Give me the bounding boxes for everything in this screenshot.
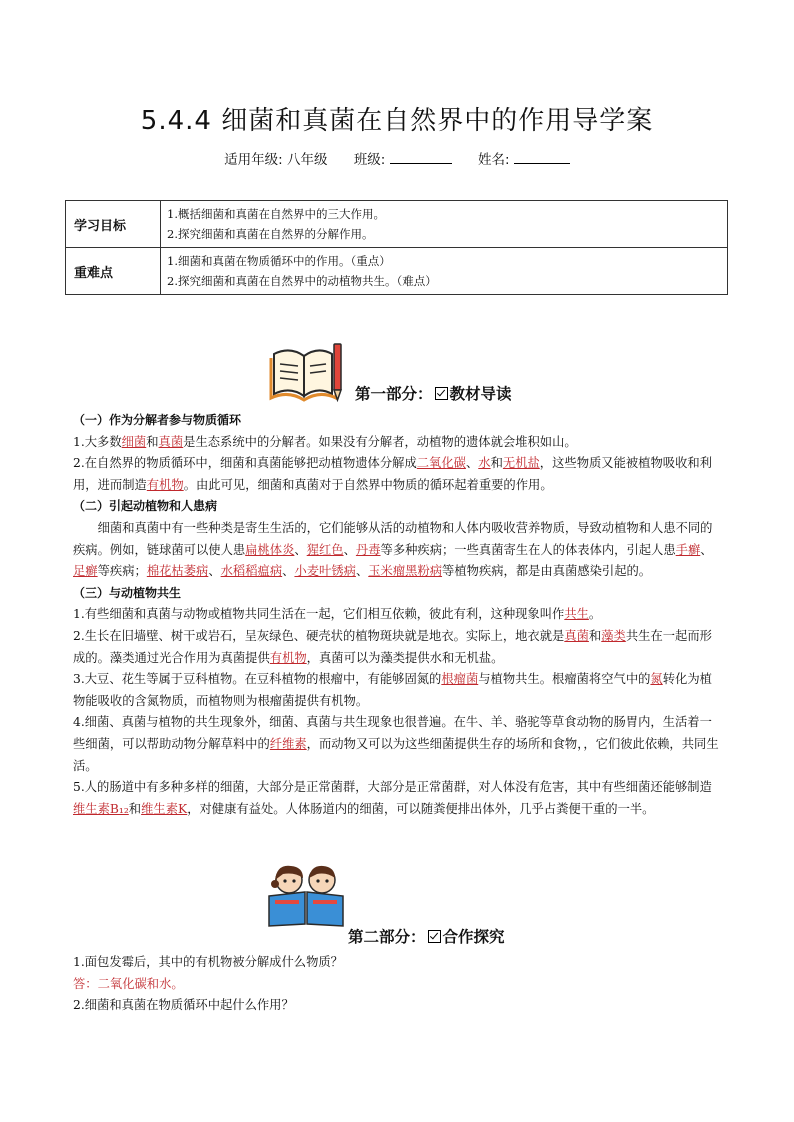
text-run: 细菌和真菌中有一些种类是寄生生活的，它们能够从活的动植物和人体内吸收营养物质，导致动植物和人患不同的疾病。例如，链球菌可以使人患 <box>73 520 713 557</box>
answer: 答：二氧化碳和水。 <box>73 976 184 991</box>
text-run: 、 <box>700 542 713 557</box>
text-run: 、 <box>208 564 221 579</box>
paragraph <box>73 777 723 820</box>
keypoints-line: 1.细菌和真菌在物质循环中的作用。（重点） <box>167 254 391 268</box>
text-run: 1.大多数 <box>73 434 122 449</box>
goals-head: 学习目标 <box>66 201 161 248</box>
section-heading: （一）作为分解者参与物质循环 <box>73 413 242 427</box>
paragraph <box>73 432 723 454</box>
text-run: ，真菌可以为藻类提供水和无机盐。 <box>306 650 504 665</box>
answer-blank: 丹毒 <box>355 542 381 557</box>
answer-blank: 无机盐 <box>502 456 540 471</box>
text-run: 和 <box>490 456 503 471</box>
page-title: 5.4.4 细菌和真菌在自然界中的作用导学案 <box>140 106 654 136</box>
text-run: ，这些物质又能被植物吸收和利用，进而制造 <box>73 456 712 492</box>
subtitle <box>0 148 794 168</box>
class-blank[interactable] <box>390 151 452 164</box>
paragraph <box>73 669 723 712</box>
text-run: 2.生长在旧墙壁、树干或岩石，呈灰绿色、硬壳状的植物斑块就是地衣。实际上，地衣就是 <box>73 628 565 643</box>
answer-blank: 猩红色 <box>306 542 344 557</box>
text-run: 和 <box>146 434 159 449</box>
text-run: 。 <box>588 607 602 622</box>
answer-blank: 维生素B₁₂ <box>73 801 129 816</box>
text-run: 与植物共生。根瘤菌将空气中的 <box>478 672 651 687</box>
answer-blank: 根瘤菌 <box>441 672 479 687</box>
goals-table <box>65 200 728 295</box>
part2-heading <box>348 925 505 947</box>
text-run: 、 <box>465 456 479 471</box>
part1-content <box>73 410 723 820</box>
answer-blank: 水稻稻瘟病 <box>220 564 283 579</box>
answer-blank: 纤维素 <box>269 736 307 751</box>
text-run: 。由此可见，细菌和真菌对于自然界中物质的循环起着重要的作用。 <box>183 477 553 492</box>
text-run: 、 <box>343 542 356 557</box>
paragraph <box>73 626 723 669</box>
keypoints-head: 重难点 <box>66 248 161 295</box>
checkbox-icon <box>435 387 448 400</box>
answer-blank: 真菌 <box>158 434 184 449</box>
answer-blank: 二氧化碳 <box>416 456 466 471</box>
text-run: 转化为植物能吸收的含氮物质，而植物则为根瘤菌提供有机物。 <box>73 672 712 708</box>
answer-blank: 足癣 <box>73 564 98 579</box>
name-label: 姓名: <box>477 152 510 168</box>
table-row <box>66 201 728 248</box>
text-run: 等多种疾病；一些真菌寄生在人的体表体内，引起人患 <box>380 542 676 557</box>
text-run: 和 <box>128 801 142 816</box>
answer-blank: 小麦叶锈病 <box>294 564 356 579</box>
class-label: 班级: <box>353 152 386 168</box>
goals-line: 2.探究细菌和真菌在自然界的分解作用。 <box>167 227 374 241</box>
text-run: 3.大豆、花生等属于豆科植物。在豆科植物的根瘤中，有能够固氮的 <box>73 672 442 687</box>
answer-blank: 有机物 <box>269 650 307 665</box>
part2-label2: 合作探究 <box>442 928 505 946</box>
section-heading: （三）与动植物共生 <box>73 585 182 600</box>
goals-line: 1.概括细菌和真菌在自然界中的三大作用。 <box>167 207 385 221</box>
paragraph <box>73 712 723 777</box>
text-run: ，对健康有益处。人体肠道内的细菌，可以随粪便排出体外，几乎占粪便干重的一半。 <box>187 801 655 816</box>
text-run: 等植物疾病，都是由真菌感染引起的。 <box>442 564 652 579</box>
text-run: 、 <box>282 564 295 579</box>
answer-blank: 棉花枯萎病 <box>146 564 209 579</box>
answer-blank: 手癣 <box>675 542 701 557</box>
answer-blank: 水 <box>478 456 491 471</box>
answer-blank: 维生素K <box>141 801 188 816</box>
goals-cell <box>161 201 728 248</box>
answer-blank: 玉米瘤黑粉病 <box>368 564 443 579</box>
keypoints-line: 2.探究细菌和真菌在自然界中的动植物共生。（难点） <box>167 274 437 288</box>
answer-blank: 扁桃体炎 <box>245 542 295 557</box>
text-run: 、 <box>294 542 307 557</box>
answer-blank: 有机物 <box>146 477 184 492</box>
grade-label: 适用年级: 八年级 <box>224 152 328 168</box>
checkbox-icon <box>428 930 441 943</box>
answer-blank: 藻类 <box>601 628 626 643</box>
section-heading: （二）引起动植物和人患病 <box>73 499 218 514</box>
text-run: 等疾病； <box>97 564 147 579</box>
answer-blank: 细菌 <box>121 434 147 449</box>
part2-label: 第二部分： <box>348 928 426 946</box>
table-row <box>66 248 728 295</box>
answer-blank: 共生 <box>564 607 589 622</box>
part1-label: 第一部分： <box>355 385 433 403</box>
book-and-pencil-icon <box>268 340 344 402</box>
paragraph <box>73 518 723 583</box>
text-run: 共生在一起而形成的。藻类通过光合作用为真菌提供 <box>73 628 712 665</box>
text-run: 1.有些细菌和真菌与动物或植物共同生活在一起，它们相互依赖，彼此有利，这种现象叫作 <box>73 607 565 622</box>
part1-label2: 教材导读 <box>449 385 512 403</box>
question: 1.面包发霉后，其中的有机物被分解成什么物质？ <box>73 955 343 969</box>
paragraph <box>73 604 723 626</box>
name-blank[interactable] <box>514 151 570 164</box>
part2-content <box>73 952 723 1017</box>
children-reading-icon <box>265 862 347 930</box>
part1-heading <box>355 382 512 404</box>
text-run: 2.在自然界的物质循环中，细菌和真菌能够把动植物遗体分解成 <box>73 456 417 471</box>
text-run: 4.细菌、真菌与植物的共生现象外，细菌、真菌与共生现象也很普遍。在牛、羊、骆驼等草食动物的肠胃内，生活着一些细菌，可以帮助动物分解草料中的 <box>73 715 712 751</box>
text-run: 、 <box>355 564 369 579</box>
question: 2.细菌和真菌在物质循环中起什么作用？ <box>73 998 294 1013</box>
text-run: ，而动物又可以为这些细菌提供生存的场所和食物，，它们彼此依赖，共同生活。 <box>73 736 719 773</box>
text-run: 5.人的肠道中有多种多样的细菌，大部分是正常菌群，大部分是正常菌群，对人体没有危害，其中有些细菌还能够制造 <box>73 780 712 795</box>
text-run: 是生态系统中的分解者。如果没有分解者，动植物的遗体就会堆积如山。 <box>183 434 577 449</box>
keypoints-cell <box>161 248 728 295</box>
paragraph <box>73 453 723 496</box>
answer-blank: 氮 <box>650 672 663 687</box>
answer-blank: 真菌 <box>564 628 589 643</box>
text-run: 和 <box>588 628 602 643</box>
